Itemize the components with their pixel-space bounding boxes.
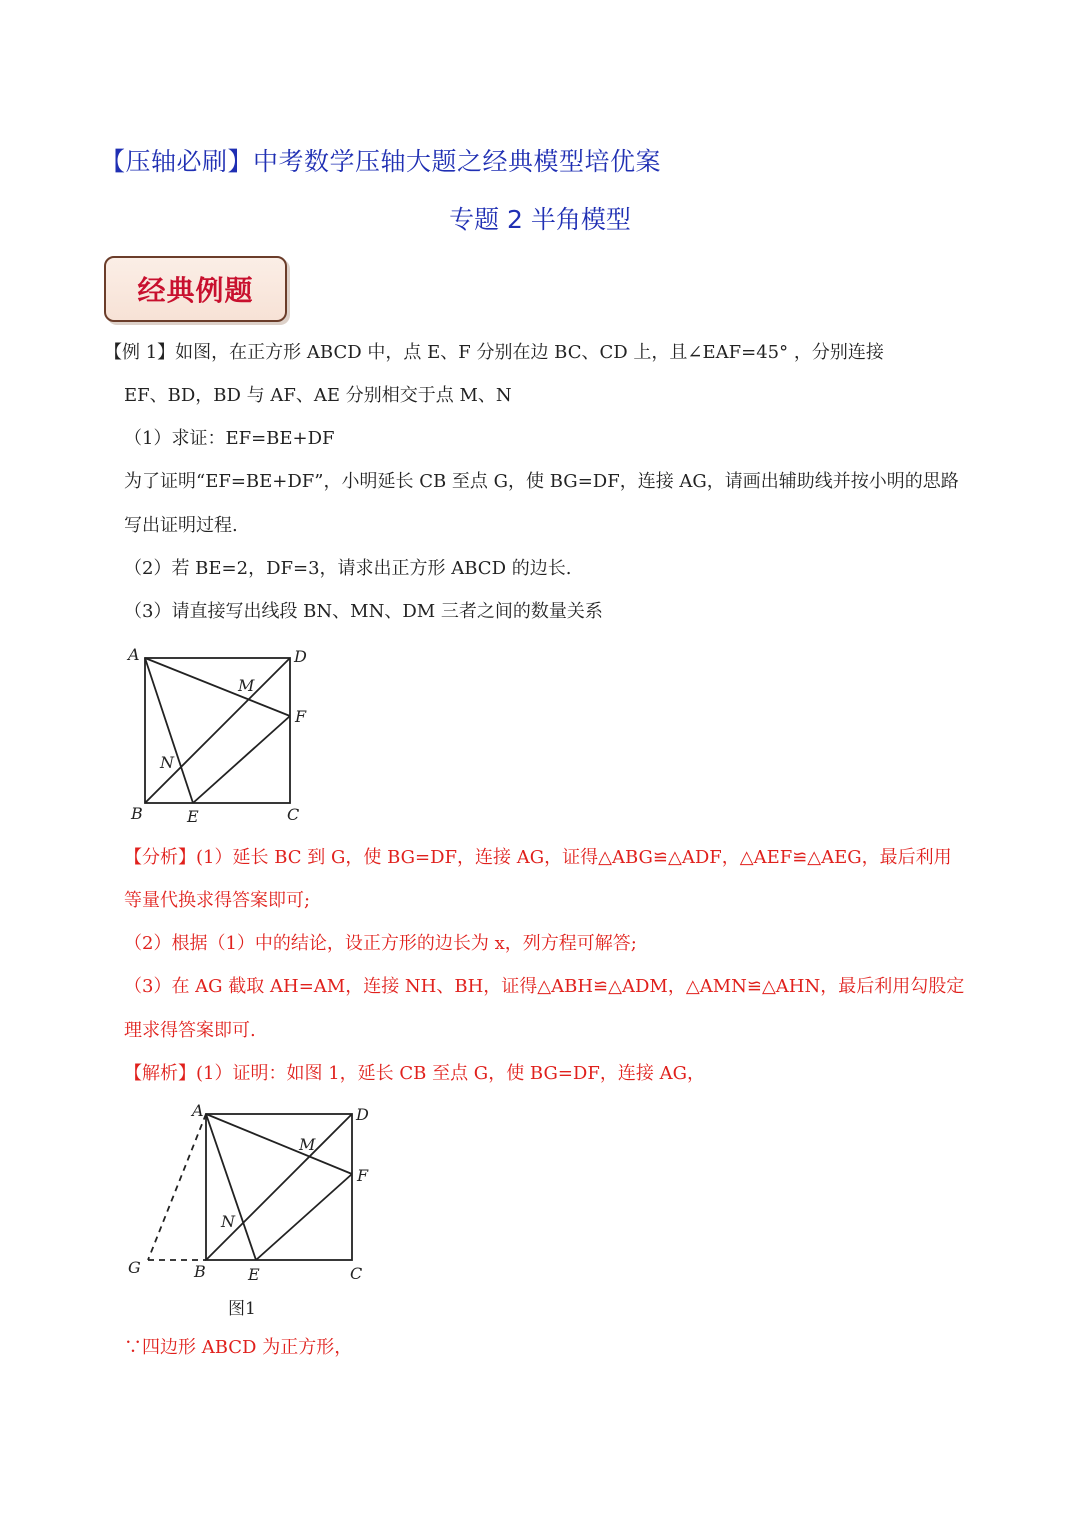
- segment-af-fig1: [206, 1114, 352, 1174]
- problem-line-1: 【例 1】如图，在正方形 ABCD 中，点 E、F 分别在边 BC、CD 上，且∠EAF=45° ，分别连接: [104, 342, 884, 363]
- analysis-line-4: （3）在 AG 截取 AH=AM，连接 NH、BH，证得△ABH≌△ADM，△AMN≌△AHN，最后利用勾股定: [124, 976, 965, 997]
- section-badge: [104, 256, 287, 322]
- label-n: N: [160, 753, 174, 772]
- solution-line-1: 【解析】(1）证明：如图 1，延长 CB 至点 G，使 BG=DF，连接 AG，: [124, 1063, 705, 1084]
- label-b: B: [131, 804, 143, 823]
- document-title: 【压轴必刷】中考数学压轴大题之经典模型培优案: [100, 147, 662, 176]
- topic-subtitle: 专题 2 半角模型: [449, 205, 631, 234]
- label-a: A: [128, 645, 140, 664]
- label-d: D: [294, 647, 307, 666]
- label-m-fig1: M: [299, 1135, 316, 1154]
- analysis-line-1: 【分析】(1）延长 BC 到 G，使 BG=DF，连接 AG，证得△ABG≌△ADF，△AEF≌△AEG，最后利用: [124, 847, 952, 868]
- analysis-line-3: （2）根据（1）中的结论，设正方形的边长为 x，列方程可解答;: [124, 933, 637, 954]
- section-badge-label: 经典例题: [137, 274, 254, 307]
- label-d-fig1: D: [356, 1105, 369, 1124]
- analysis-line-5: 理求得答案即可.: [124, 1020, 256, 1041]
- label-b-fig1: B: [194, 1262, 206, 1281]
- problem-part-1: （1）求证：EF=BE+DF: [124, 428, 335, 449]
- label-g-fig1: G: [128, 1258, 141, 1277]
- geometry-figure-1: [118, 1098, 378, 1288]
- label-e-fig1: E: [248, 1265, 260, 1284]
- label-f-fig1: F: [357, 1166, 369, 1185]
- problem-part-3: （3）请直接写出线段 BN、MN、DM 三者之间的数量关系: [124, 601, 603, 622]
- segment-ae: [145, 658, 193, 803]
- label-f: F: [295, 707, 307, 726]
- solution-line-2: ∵四边形 ABCD 为正方形，: [124, 1337, 353, 1358]
- problem-hint-line-2: 写出证明过程.: [124, 515, 238, 536]
- segment-ef-fig1: [256, 1174, 352, 1260]
- label-a-fig1: A: [192, 1101, 204, 1120]
- label-c: C: [287, 805, 300, 824]
- segment-ag-dashed: [148, 1114, 206, 1260]
- problem-line-2: EF、BD，BD 与 AF、AE 分别相交于点 M、N: [124, 385, 512, 406]
- analysis-line-2: 等量代换求得答案即可;: [124, 890, 311, 911]
- segment-bd-fig1: [206, 1114, 352, 1260]
- label-n-fig1: N: [221, 1212, 235, 1231]
- problem-part-2: （2）若 BE=2，DF=3，请求出正方形 ABCD 的边长.: [124, 558, 572, 579]
- problem-hint-line-1: 为了证明“EF=BE+DF”，小明延长 CB 至点 G，使 BG=DF，连接 AG，请画出辅助线并按小明的思路: [124, 471, 959, 492]
- label-m: M: [238, 676, 255, 695]
- segment-af: [145, 658, 290, 716]
- figure-caption: 图1: [228, 1299, 256, 1319]
- segment-ef: [193, 716, 290, 803]
- label-e: E: [187, 807, 199, 826]
- geometry-figure-square: [120, 640, 320, 830]
- label-c-fig1: C: [350, 1264, 363, 1283]
- segment-ae-fig1: [206, 1114, 256, 1260]
